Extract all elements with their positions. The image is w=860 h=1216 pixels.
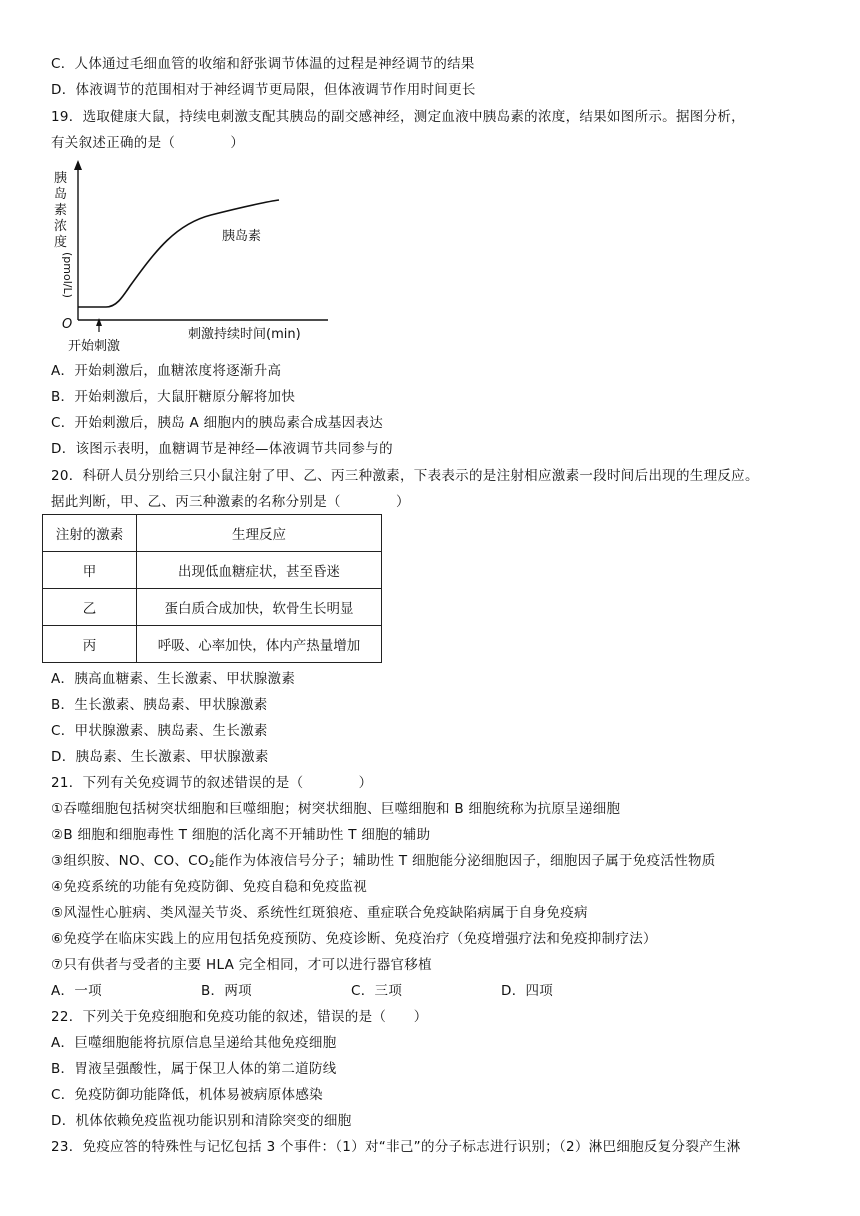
y-axis-char: 度	[54, 235, 68, 250]
statement-1: ①吞噬细胞包括树突状细胞和巨噬细胞；树突状细胞、巨噬细胞和 B 细胞统称为抗原呈递细胞	[51, 801, 621, 817]
statement-3-subscript: 2	[208, 860, 215, 870]
statement-4: ④免疫系统的功能有免疫防御、免疫自稳和免疫监视	[51, 879, 368, 895]
option-d-q22: D．机体依赖免疫监视功能识别和清除突变的细胞	[51, 1113, 352, 1129]
option-c-q20: C．甲状腺激素、胰岛素、生长激素	[51, 723, 268, 739]
table-header-cell: 生理反应	[137, 515, 382, 552]
question-20-stem-cont: 据此判断，甲、乙、丙三种激素的名称分别是（ ）	[51, 494, 410, 510]
option-b-q19: B．开始刺激后，大鼠肝糖原分解将加快	[51, 389, 296, 405]
table-row	[43, 589, 382, 626]
curve-label: 胰岛素	[222, 229, 262, 244]
table-row	[43, 626, 382, 663]
option-c-q19: C．开始刺激后，胰岛 A 细胞内的胰岛素合成基因表达	[51, 415, 384, 431]
statement-2: ②B 细胞和细胞毒性 T 细胞的活化离不开辅助性 T 细胞的辅助	[51, 827, 431, 843]
table-cell: 甲	[43, 552, 137, 589]
option-d-q18: D．体液调节的范围相对于神经调节更局限，但体液调节作用时间更长	[51, 82, 476, 98]
statement-6: ⑥免疫学在临床实践上的应用包括免疫预防、免疫诊断、免疫治疗（免疫增强疗法和免疫抑制疗法）	[51, 931, 657, 947]
question-23-stem: 23．免疫应答的特殊性与记忆包括 3 个事件：（1）对“非己”的分子标志进行识别；（2）淋巴细胞反复分裂产生淋	[51, 1139, 741, 1155]
option-b-q20: B．生长激素、胰岛素、甲状腺激素	[51, 697, 268, 713]
question-19-stem-cont: 有关叙述正确的是（ ）	[51, 135, 245, 151]
option-a-q20: A．胰高血糖素、生长激素、甲状腺激素	[51, 671, 296, 687]
insulin-graph	[46, 160, 336, 360]
option-c-q18: C．人体通过毛细血管的收缩和舒张调节体温的过程是神经调节的结果	[51, 56, 475, 72]
table-cell: 蛋白质合成加快，软骨生长明显	[137, 589, 382, 626]
option-a-q22: A．巨噬细胞能将抗原信息呈递给其他免疫细胞	[51, 1035, 337, 1051]
option-a-q21: A．一项	[51, 983, 102, 999]
origin-label: O	[62, 317, 73, 332]
table-header-row	[43, 515, 382, 552]
option-d-q20: D．胰岛素、生长激素、甲状腺激素	[51, 749, 269, 765]
table-header-cell: 注射的激素	[43, 515, 137, 552]
table-row	[43, 552, 382, 589]
start-label: 开始刺激	[68, 339, 121, 354]
statement-5: ⑤风湿性心脏病、类风湿关节炎、系统性红斑狼疮、重症联合免疫缺陷病属于自身免疫病	[51, 905, 588, 921]
option-a-q19: A．开始刺激后，血糖浓度将逐渐升高	[51, 363, 282, 379]
y-axis-char: 岛	[54, 187, 68, 202]
table-cell: 呼吸、心率加快，体内产热量增加	[137, 626, 382, 663]
option-b-q22: B．胃液呈强酸性，属于保卫人体的第二道防线	[51, 1061, 337, 1077]
option-b-q21: B．两项	[201, 983, 252, 999]
option-c-q21: C．三项	[351, 983, 403, 999]
option-c-q22: C．免疫防御功能降低，机体易被病原体感染	[51, 1087, 323, 1103]
table-cell: 丙	[43, 626, 137, 663]
table-cell: 出现低血糖症状，甚至昏迷	[137, 552, 382, 589]
y-axis-char: 素	[54, 203, 68, 218]
x-axis-label: 刺激持续时间(min)	[188, 327, 301, 342]
statement-3-part2: 能作为体液信号分子；辅助性 T 细胞能分泌细胞因子，细胞因子属于免疫活性物质	[214, 853, 716, 869]
option-d-q21: D．四项	[501, 983, 554, 999]
question-21-stem: 21．下列有关免疫调节的叙述错误的是（ ）	[51, 775, 373, 791]
question-22-stem: 22．下列关于免疫细胞和免疫功能的叙述，错误的是（ ）	[51, 1009, 428, 1025]
statement-3-part1: ③组织胺、NO、CO、CO	[51, 853, 209, 869]
hormone-table	[42, 514, 382, 663]
options-q21	[51, 982, 651, 1000]
statement-7: ⑦只有供者与受者的主要 HLA 完全相同，才可以进行器官移植	[51, 957, 432, 973]
y-axis-char: 胰	[54, 171, 68, 186]
option-d-q19: D．该图示表明，血糖调节是神经—体液调节共同参与的	[51, 441, 393, 457]
y-axis-char: 浓	[54, 219, 68, 234]
question-19-stem: 19．选取健康大鼠，持续电刺激支配其胰岛的副交感神经，测定血液中胰岛素的浓度，结果如图所示。据图分析，	[51, 109, 745, 125]
y-axis-unit: (pmol/L)	[61, 252, 74, 298]
question-20-stem: 20．科研人员分别给三只小鼠注射了甲、乙、丙三种激素，下表表示的是注射相应激素一段时间后出现的生理反应。	[51, 468, 759, 484]
statement-3	[51, 852, 716, 874]
insulin-curve	[78, 200, 279, 307]
table-cell: 乙	[43, 589, 137, 626]
